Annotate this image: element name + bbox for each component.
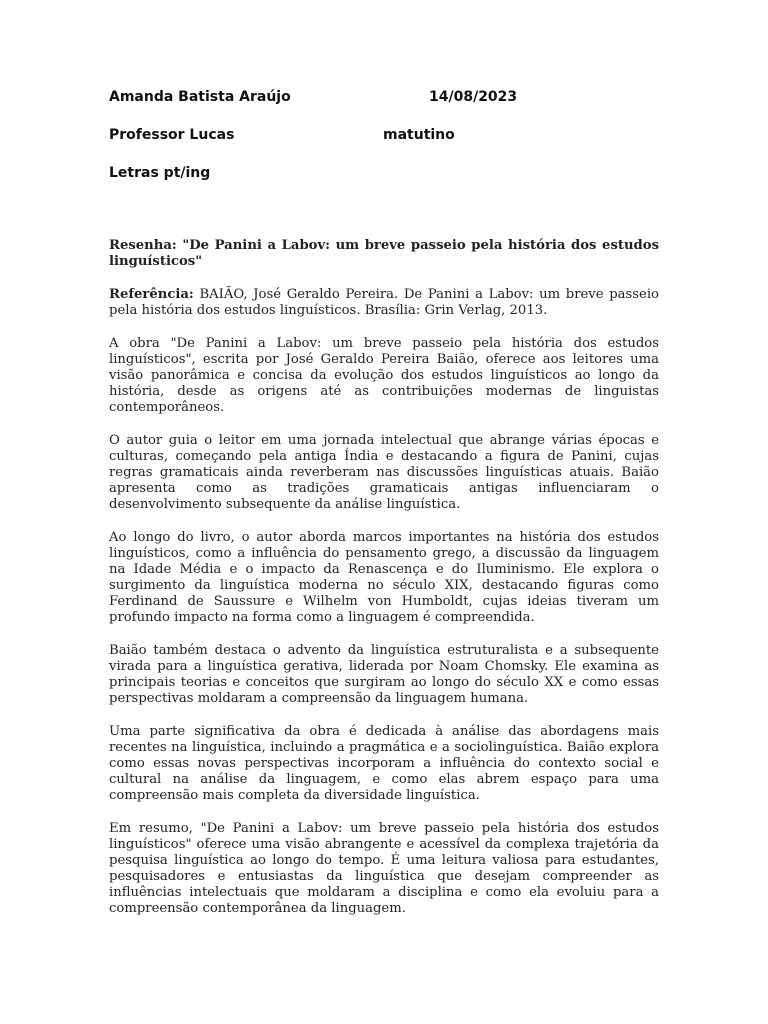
review-paragraph-2: O autor guia o leitor em uma jornada intelectual que abrange várias épocas e culturas, começando pela antiga Índia e destacando a figura de Panini, cujas regras gramaticais ainda reverberam nas discussões linguísticas atuais. Baião apresenta como as tradições gramaticais antigas influenciaram o desenvolvimento subsequente da análise linguística. bbox=[109, 433, 659, 512]
review-title: Resenha: "De Panini a Labov: um breve passeio pela história dos estudos linguísticos" bbox=[109, 238, 659, 269]
review-paragraph-4: Baião também destaca o advento da linguística estruturalista e a subsequente virada para a linguística gerativa, liderada por Noam Chomsky. Ele examina as principais teorias e conceitos que surgiram ao longo do século XX e como essas perspectivas moldaram a compreensão da linguagem humana. bbox=[109, 643, 659, 706]
reference-label: Referência: bbox=[109, 287, 194, 302]
professor-name: Professor Lucas bbox=[109, 127, 235, 143]
document-date: 14/08/2023 bbox=[429, 89, 518, 105]
review-reference bbox=[109, 287, 659, 319]
author-name: Amanda Batista Araújo bbox=[109, 89, 291, 105]
review-body bbox=[109, 238, 659, 934]
course-name: Letras pt/ing bbox=[109, 165, 211, 181]
reference-text: BAIÃO, José Geraldo Pereira. De Panini a Labov: um breve passeio pela história dos estudos linguísticos. Brasília: Grin Verlag, 2013. bbox=[109, 287, 659, 318]
review-paragraph-6: Em resumo, "De Panini a Labov: um breve passeio pela história dos estudos linguísticos" oferece uma visão abrangente e acessível da complexa trajetória da pesquisa linguística ao longo do tempo. É uma leitura valiosa para estudantes, pesquisadores e entusiastas da linguística que desejam compreender as influências intelectuais que moldaram a disciplina e como ela evoluiu para a compreensão contemporânea da linguagem. bbox=[109, 821, 659, 916]
review-paragraph-1: A obra "De Panini a Labov: um breve passeio pela história dos estudos linguísticos", escrita por José Geraldo Pereira Baião, oferece aos leitores uma visão panorâmica e concisa da evolução dos estudos linguísticos ao longo da história, desde as origens até as contribuições modernas de linguistas contemporâneos. bbox=[109, 336, 659, 415]
class-shift: matutino bbox=[383, 127, 455, 143]
review-paragraph-3: Ao longo do livro, o autor aborda marcos importantes na história dos estudos linguísticos, como a influência do pensamento grego, a discussão da linguagem na Idade Média e o impacto da Renascença e do Iluminismo. Ele explora o surgimento da linguística moderna no século XIX, destacando figuras como Ferdinand de Saussure e Wilhelm von Humboldt, cujas ideias tiveram um profundo impacto na forma como a linguagem é compreendida. bbox=[109, 530, 659, 625]
review-paragraph-5: Uma parte significativa da obra é dedicada à análise das abordagens mais recentes na linguística, incluindo a pragmática e a sociolinguística. Baião explora como essas novas perspectivas incorporam a influência do contexto social e cultural na análise da linguagem, e como elas abrem espaço para uma compreensão mais completa da diversidade linguística. bbox=[109, 724, 659, 803]
